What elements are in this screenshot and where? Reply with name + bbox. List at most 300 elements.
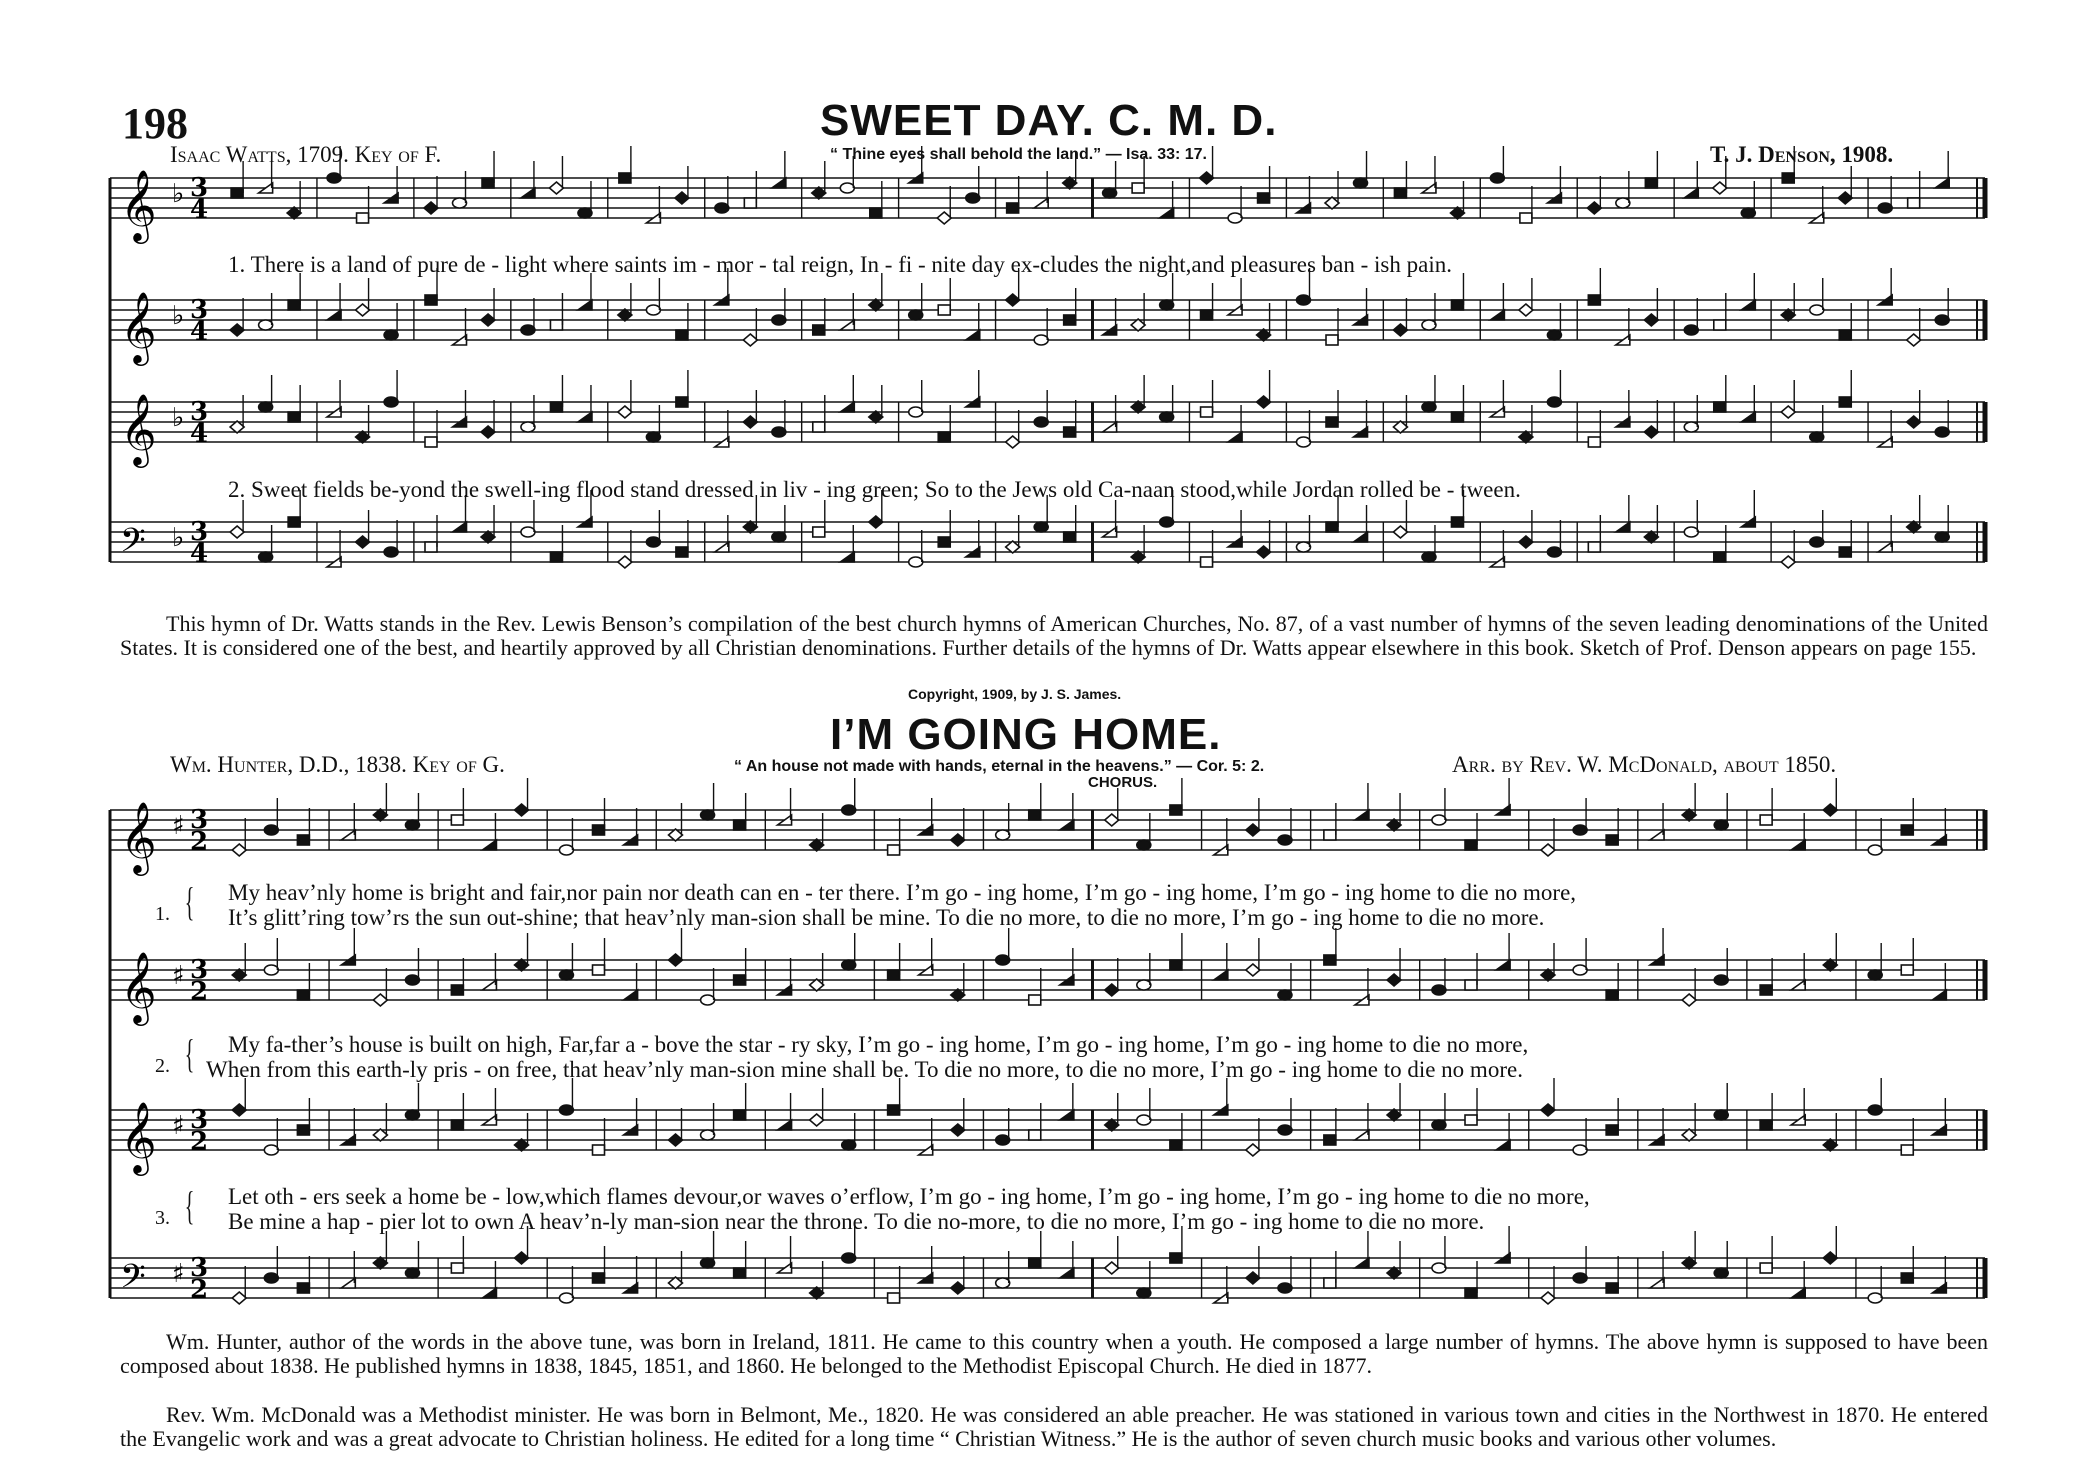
note-head	[559, 1105, 573, 1115]
note-head	[618, 309, 632, 321]
note-head	[1326, 417, 1338, 427]
time-signature: 3	[190, 1105, 209, 1135]
note-head	[1519, 431, 1533, 443]
staves	[110, 146, 1985, 1305]
note-head	[1684, 422, 1698, 432]
note-head	[1422, 320, 1436, 330]
note-head	[384, 397, 398, 407]
note-head	[1214, 970, 1228, 980]
note-head	[1519, 304, 1533, 316]
note-head	[1326, 522, 1338, 532]
note-head	[1588, 437, 1600, 447]
note-head	[1465, 1288, 1477, 1298]
note-head	[778, 1120, 792, 1130]
note-head	[1131, 319, 1145, 331]
hymn1-motto: “ Thine eyes shall behold the land.” — Isa. 33: 17.	[830, 146, 1207, 163]
time-signature: 3	[190, 1253, 209, 1283]
note-head	[1387, 1109, 1401, 1121]
hymn2-note-1: Wm. Hunter, author of the words in the above tune, was born in Ireland, 1811. He came to this country when a youth. He composed a large number of hymns. The above hymn is supposed to have been composed about 1838. He published hymns in 1838, 1845, 1851, and 1860. He belonged to the Methodist Episcopal Church. He died in 1877.	[120, 1329, 1988, 1378]
note-head	[618, 556, 632, 568]
note-head	[624, 990, 638, 1000]
note-head	[451, 815, 463, 825]
treble-clef: 𝄞	[120, 290, 157, 363]
note-head	[232, 844, 246, 856]
note-head	[1006, 541, 1020, 553]
note-head	[550, 552, 562, 562]
note-head	[1741, 412, 1755, 422]
note-head	[1519, 536, 1533, 548]
note-head	[840, 402, 854, 412]
note-head	[813, 325, 825, 335]
note-head	[668, 829, 682, 841]
note-head	[356, 304, 370, 316]
note-head	[1644, 314, 1658, 326]
note-head	[1324, 1278, 1336, 1288]
note-head	[676, 547, 688, 557]
note-head	[772, 315, 786, 325]
note-head	[888, 1105, 900, 1115]
note-head	[668, 954, 682, 966]
note-head	[715, 542, 729, 552]
note-head	[1450, 207, 1464, 219]
note-head	[1246, 964, 1260, 976]
note-head	[810, 839, 824, 851]
note-head	[909, 557, 923, 567]
note-head	[1932, 990, 1946, 1000]
note-head	[1760, 1120, 1772, 1130]
note-head	[1791, 840, 1805, 850]
note-head	[1490, 310, 1504, 320]
note-head	[230, 526, 244, 538]
note-head	[1541, 1292, 1555, 1304]
page-number: 198	[122, 99, 188, 148]
note-head	[405, 975, 419, 985]
time-signature: 4	[190, 195, 209, 225]
note-head	[1170, 1253, 1182, 1263]
note-head	[1451, 517, 1463, 527]
note-head	[1326, 335, 1338, 345]
verse-line-2: Be mine a hap - pier lot to own A heav’n-ly man-sion near the throne. To die no-more, to die no more, I’m go - ing home to die no more.	[228, 1209, 1485, 1234]
note-head	[743, 521, 757, 533]
note-head	[869, 516, 883, 528]
key-signature: ♯	[172, 811, 185, 841]
note-head	[451, 985, 463, 995]
note-head	[1278, 835, 1292, 845]
key-signature: ♭	[172, 179, 185, 209]
time-signature: 4	[190, 419, 209, 449]
note-head	[288, 300, 300, 310]
note-head	[515, 1252, 529, 1264]
note-head	[1354, 178, 1368, 188]
note-head	[1606, 1125, 1618, 1135]
note-head	[1170, 1140, 1182, 1150]
note-head	[341, 830, 355, 840]
note-head	[373, 1129, 387, 1141]
note-head	[1029, 810, 1041, 820]
note-head	[888, 1293, 900, 1303]
note-head	[1682, 1257, 1696, 1269]
note-head	[1137, 1288, 1151, 1298]
time-signature: 2	[190, 1127, 209, 1157]
note-head	[842, 1140, 856, 1150]
note-head	[743, 416, 757, 428]
note-head	[1547, 547, 1561, 557]
note-head	[1682, 809, 1696, 821]
note-head	[1064, 315, 1076, 325]
note-head	[1257, 396, 1271, 408]
note-head	[938, 432, 950, 442]
note-head	[734, 1268, 746, 1278]
note-head	[1908, 198, 1920, 208]
note-head	[1541, 844, 1555, 856]
note-head	[1060, 1110, 1074, 1120]
note-head	[1606, 990, 1618, 1000]
note-head	[1160, 300, 1174, 310]
note-head	[888, 845, 900, 855]
note-head	[1490, 173, 1504, 183]
note-head	[425, 295, 437, 305]
note-head	[549, 182, 563, 194]
note-head	[1650, 1278, 1664, 1288]
note-head	[453, 522, 467, 532]
note-head	[232, 1292, 246, 1304]
note-head	[1137, 980, 1151, 990]
note-head	[1823, 804, 1837, 816]
note-head	[1714, 320, 1726, 330]
note-head	[1131, 551, 1145, 563]
note-head	[1878, 203, 1892, 213]
note-head	[1355, 1258, 1369, 1268]
hymn1-composer: T. J. Denson, 1908.	[1710, 142, 1894, 167]
note-head	[646, 305, 660, 315]
note-head	[1645, 178, 1657, 188]
note-head	[405, 1110, 419, 1120]
note-head	[481, 314, 495, 326]
note-head	[1782, 173, 1794, 183]
note-head	[1105, 1262, 1119, 1274]
note-head	[593, 825, 605, 835]
note-head	[938, 537, 950, 547]
note-head	[1496, 960, 1510, 970]
note-head	[1606, 1283, 1618, 1293]
note-head	[1547, 330, 1561, 340]
treble-clef: 𝄞	[120, 392, 157, 465]
note-head	[1810, 537, 1824, 547]
note-head	[1741, 300, 1755, 310]
note-head	[938, 305, 950, 315]
note-head	[1393, 526, 1407, 538]
note-head	[1839, 397, 1851, 407]
note-head	[1105, 814, 1119, 826]
time-signature: 3	[190, 397, 209, 427]
note-head	[593, 1273, 605, 1283]
note-head	[1823, 1139, 1837, 1151]
note-head	[357, 213, 369, 223]
note-head	[297, 1125, 309, 1135]
note-head	[1060, 820, 1074, 830]
note-head	[1760, 985, 1772, 995]
note-head	[1741, 208, 1755, 218]
verse-number: 3.	[155, 1207, 170, 1229]
note-head	[1246, 1144, 1260, 1156]
note-head	[1713, 182, 1727, 194]
note-head	[578, 300, 592, 310]
note-head	[1823, 1252, 1837, 1264]
time-signature: 4	[190, 317, 209, 347]
note-head	[1810, 305, 1824, 315]
note-head	[888, 970, 900, 980]
note-head	[701, 995, 715, 1005]
note-head	[1878, 542, 1892, 552]
note-head	[701, 810, 715, 820]
brace: {	[184, 1031, 195, 1076]
note-head	[996, 830, 1010, 840]
note-head	[373, 809, 387, 821]
note-head	[425, 437, 437, 447]
note-head	[813, 527, 825, 537]
note-head	[1355, 810, 1369, 820]
note-head	[1007, 203, 1019, 213]
note-head	[1907, 416, 1921, 428]
note-head	[1105, 984, 1119, 996]
note-head	[1838, 192, 1852, 204]
note-head	[1547, 397, 1561, 407]
note-head	[1760, 815, 1772, 825]
note-head	[1714, 552, 1726, 562]
hymn2-title: I’M GOING HOME.	[830, 710, 1222, 759]
note-head	[1170, 960, 1182, 970]
note-head	[1644, 531, 1658, 543]
note-head	[1387, 819, 1401, 831]
note-head	[1839, 547, 1851, 557]
note-head	[405, 820, 419, 830]
note-head	[1791, 980, 1805, 990]
note-head	[1257, 546, 1271, 558]
note-head	[668, 1277, 682, 1289]
note-head	[453, 198, 467, 208]
treble-clef: 𝄞	[120, 1100, 157, 1173]
note-head	[482, 980, 496, 990]
note-head	[1868, 1293, 1882, 1303]
note-head	[1278, 1125, 1292, 1135]
note-head	[840, 320, 854, 330]
note-head	[1200, 172, 1214, 184]
note-head	[1006, 294, 1020, 306]
note-head	[578, 412, 592, 422]
note-head	[1278, 1283, 1292, 1293]
note-head	[482, 840, 496, 850]
note-head	[810, 1114, 824, 1126]
note-head	[1132, 183, 1144, 193]
note-head	[1781, 309, 1795, 321]
note-head	[1644, 426, 1658, 438]
note-head	[743, 334, 757, 346]
note-head	[1296, 542, 1310, 552]
note-head	[812, 187, 826, 199]
hymn1-note: This hymn of Dr. Watts stands in the Rev. Lewis Benson’s compilation of the best church hymns of American Churches, No. 87, of a vast number of hymns of the seven leading denominations of the United States. It is considered one of the best, and heartily approved by all Christian denominations. Further details of the hymns of Dr. Watts appear elsewhere in this book. Sketch of Prof. Denson appears on page 155.	[120, 611, 1988, 660]
note-head	[813, 422, 825, 432]
note-head	[1684, 527, 1698, 537]
note-head	[1465, 980, 1477, 990]
verse-line-2: It’s glitt’ring tow’rs the sun out-shine; that heav’nly man-sion shall be mine. To die no more, to die no more, I’m go - ing home to die no more.	[228, 905, 1545, 930]
note-head	[1393, 421, 1407, 433]
note-head	[264, 825, 278, 835]
note-head	[1137, 840, 1151, 850]
note-head	[1587, 202, 1601, 214]
note-head	[1160, 412, 1174, 422]
verse-number: 1.	[155, 903, 170, 925]
note-head	[996, 955, 1010, 965]
note-head	[341, 1278, 355, 1288]
note-head	[1105, 1119, 1119, 1131]
note-head	[373, 994, 387, 1006]
verse-line-1: My heav’nly home is bright and fair,nor pain nor death can en - ter there. I’m go - ing home, I’m go - ing home, I’m go - ing home to die no more,	[228, 880, 1577, 905]
note-head	[1325, 197, 1339, 209]
note-head	[405, 1268, 419, 1278]
note-head	[1354, 532, 1368, 542]
note-head	[231, 188, 243, 198]
note-head	[515, 804, 529, 816]
note-head	[481, 531, 495, 543]
note-head	[230, 421, 244, 433]
note-head	[1714, 975, 1728, 985]
hymn1-verse1: 1. There is a land of pure de - light where saints im - mor - tal reign, In - fi - nite day ex-cludes the night,and pleasures ban - ish pain.	[228, 252, 1452, 277]
note-head	[1901, 965, 1913, 975]
note-head	[668, 1134, 682, 1146]
note-head	[1465, 840, 1477, 850]
note-head	[1684, 325, 1698, 335]
note-head	[521, 422, 535, 432]
note-head	[593, 1145, 605, 1155]
note-head	[424, 202, 438, 214]
note-head	[1394, 188, 1406, 198]
note-head	[550, 402, 562, 412]
note-head	[550, 320, 562, 330]
note-head	[327, 173, 341, 183]
note-head	[287, 207, 301, 219]
note-head	[1682, 1129, 1696, 1141]
key-signature: ♯	[172, 1111, 185, 1141]
note-head	[1541, 1104, 1555, 1116]
note-head	[675, 192, 689, 204]
note-head	[701, 1258, 715, 1268]
note-head	[1823, 959, 1837, 971]
note-head	[1246, 1272, 1260, 1284]
note-head	[1257, 329, 1271, 341]
note-head	[1616, 522, 1630, 532]
bass-clef: 𝄢	[120, 1258, 146, 1304]
time-signature: 2	[190, 1275, 209, 1305]
time-signature: 3	[190, 173, 209, 203]
note-head	[1465, 1115, 1477, 1125]
note-head	[1935, 532, 1949, 542]
note-head	[1422, 552, 1436, 562]
note-head	[1868, 845, 1882, 855]
note-head	[232, 1104, 246, 1116]
note-head	[1201, 557, 1213, 567]
note-head	[810, 1287, 824, 1299]
note-head	[1278, 990, 1292, 1000]
note-head	[288, 412, 300, 422]
note-head	[1324, 830, 1336, 840]
treble-clef: 𝄞	[120, 800, 157, 873]
note-head	[1714, 1268, 1728, 1278]
note-head	[1103, 188, 1117, 198]
note-head	[1201, 407, 1213, 417]
note-head	[1901, 1273, 1913, 1283]
note-head	[1810, 432, 1824, 442]
note-head	[1781, 406, 1795, 418]
note-head	[259, 402, 273, 412]
note-head	[996, 1278, 1010, 1288]
note-head	[1228, 432, 1242, 442]
note-head	[1324, 1135, 1336, 1145]
note-head	[869, 299, 883, 311]
note-head	[772, 427, 786, 437]
note-head	[1616, 198, 1630, 208]
note-head	[384, 330, 398, 340]
note-head	[842, 1253, 856, 1263]
note-head	[715, 203, 729, 213]
note-head	[1682, 994, 1696, 1006]
time-signature: 2	[190, 977, 209, 1007]
note-head	[1901, 825, 1913, 835]
note-head	[1935, 178, 1949, 188]
hymn2-author: Wm. Hunter, D.D., 1838. Key of G.	[170, 752, 505, 777]
note-head	[951, 1124, 965, 1136]
note-head	[259, 552, 273, 562]
note-head	[1137, 1115, 1151, 1125]
note-head	[1935, 427, 1949, 437]
note-head	[481, 426, 495, 438]
note-head	[1432, 1120, 1446, 1130]
treble-clef: 𝄞	[120, 950, 157, 1023]
note-head	[1684, 188, 1698, 198]
note-head	[1246, 824, 1260, 836]
note-head	[1029, 995, 1041, 1005]
note-head	[373, 1257, 387, 1269]
note-head	[297, 835, 309, 845]
note-head	[515, 959, 529, 971]
note-head	[1064, 532, 1076, 542]
hymn1-title: SWEET DAY. C. M. D.	[820, 96, 1278, 145]
note-head	[451, 1263, 463, 1273]
note-head	[264, 1273, 278, 1283]
hymn2-motto: “ An house not made with hands, eternal in the heavens.” — Cor. 5: 2.	[734, 758, 1265, 775]
note-head	[842, 805, 856, 815]
key-signature: ♭	[172, 523, 185, 553]
note-head	[327, 310, 341, 320]
note-head	[559, 970, 573, 980]
note-head	[734, 975, 746, 985]
note-head	[1714, 1110, 1728, 1120]
note-head	[1714, 402, 1726, 412]
note-head	[1432, 1263, 1446, 1273]
note-head	[1029, 1258, 1041, 1268]
note-head	[1839, 330, 1851, 340]
note-head	[1573, 825, 1587, 835]
note-head	[1170, 805, 1182, 815]
note-head	[1387, 1267, 1401, 1279]
note-head	[1034, 198, 1048, 208]
note-head	[1029, 1130, 1041, 1140]
note-head	[1573, 965, 1587, 975]
note-head	[1541, 969, 1555, 981]
note-head	[288, 517, 300, 527]
note-head	[619, 173, 631, 183]
note-head	[1868, 970, 1882, 980]
hymn2-composer: Arr. by Rev. W. McDonald, about 1850.	[1452, 752, 1837, 777]
